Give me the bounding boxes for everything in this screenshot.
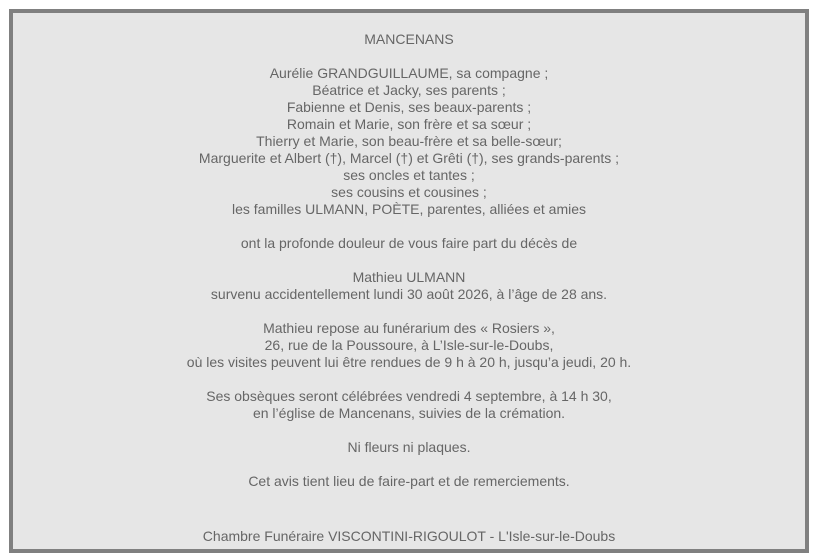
spacer	[13, 48, 805, 65]
notice-heading: MANCENANS	[364, 31, 454, 47]
spacer	[13, 490, 805, 511]
deceased-details: survenu accidentellement lundi 30 août 2026, à l’âge de 28 ans.	[210, 286, 608, 302]
spacer	[13, 13, 805, 31]
funeral-home-line: 26, rue de la Poussoure, à L’Isle-sur-le-Doubs,	[264, 337, 554, 353]
funeral-home-footer: Chambre Funéraire VISCONTINI-RIGOULOT - L'Isle-sur-le-Doubs	[202, 528, 616, 544]
spacer	[13, 252, 805, 269]
funeral-home-info	[13, 320, 805, 371]
spacer	[13, 303, 805, 320]
spacer	[13, 218, 805, 235]
family-line: Thierry et Marie, son beau-frère et sa belle-sœur;	[256, 133, 562, 149]
family-line: ses oncles et tantes ;	[343, 167, 475, 183]
spacer	[13, 371, 805, 388]
spacer	[13, 422, 805, 439]
deceased-name: Mathieu ULMANN	[352, 269, 466, 285]
family-line: Béatrice et Jacky, ses parents ;	[312, 82, 506, 98]
ceremony-info	[13, 388, 805, 422]
flowers-note: Ni fleurs ni plaques.	[347, 439, 471, 455]
family-line: Romain et Marie, son frère et sa sœur ;	[286, 116, 532, 132]
family-line: les familles ULMANN, POÈTE, parentes, alliées et amies	[231, 201, 586, 217]
notice-note: Cet avis tient lieu de faire-part et de remerciements.	[248, 473, 570, 489]
family-list	[13, 65, 805, 218]
funeral-home-line: Mathieu repose au funérarium des « Rosiers »,	[263, 320, 555, 336]
family-line: Marguerite et Albert (†), Marcel (†) et Grêti (†), ses grands-parents ;	[198, 150, 620, 166]
spacer	[13, 456, 805, 473]
death-notice	[13, 13, 805, 545]
family-line: Aurélie GRANDGUILLAUME, sa compagne ;	[269, 65, 549, 81]
death-notice-frame	[9, 9, 809, 553]
family-line: ses cousins et cousines ;	[331, 184, 487, 200]
ceremony-line: Ses obsèques seront célébrées vendredi 4 septembre, à 14 h 30,	[206, 388, 612, 404]
announcement-text: ont la profonde douleur de vous faire part du décès de	[240, 235, 578, 251]
spacer	[13, 511, 805, 528]
funeral-home-line: où les visites peuvent lui être rendues de 9 h à 20 h, jusqu’a jeudi, 20 h.	[186, 354, 632, 370]
family-line: Fabienne et Denis, ses beaux-parents ;	[286, 99, 532, 115]
ceremony-line: en l’église de Mancenans, suivies de la crémation.	[252, 405, 566, 421]
